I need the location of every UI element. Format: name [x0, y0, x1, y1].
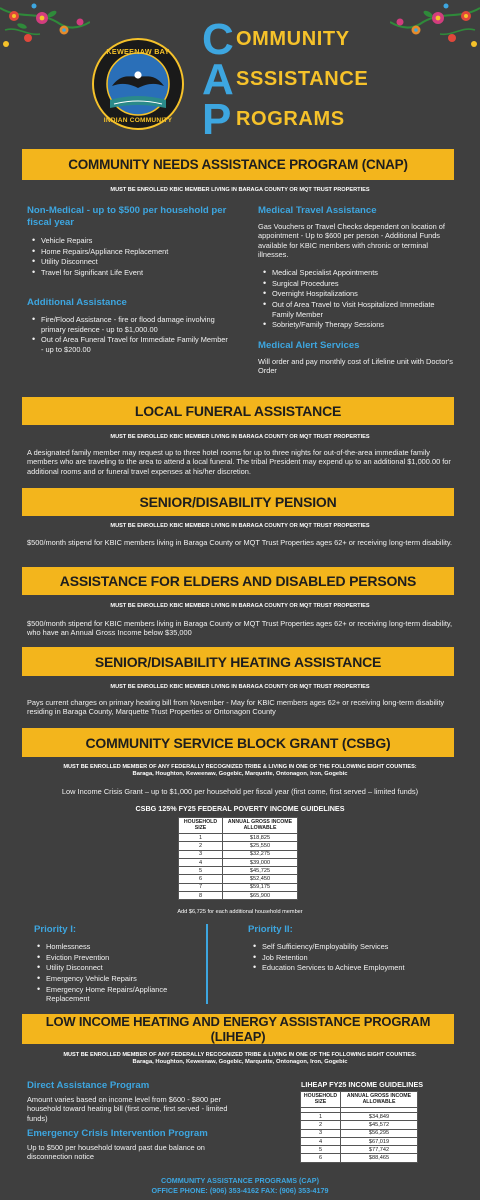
heating-text: Pays current charges on primary heating bill from November - May for KBIC members ages 62+ or receiving long-term disability residing in Baraga County, Marquette Trust Properties or Ontonagon County: [27, 698, 445, 717]
cnap-additional-heading: Additional Assistance: [27, 297, 127, 308]
header: [0, 0, 480, 142]
acronym-letter-p: P: [202, 95, 232, 144]
table-row: [301, 1129, 418, 1137]
liheap-banner: LOW INCOME HEATING AND ENERGY ASSISTANCE PROGRAM (LIHEAP): [22, 1014, 454, 1044]
table-cell: 1: [301, 1113, 341, 1121]
liheap-table-title: LIHEAP FY25 INCOME GUIDELINES: [300, 1080, 424, 1089]
cnap-medical-alert-text: Will order and pay monthly cost of Lifeline unit with Doctor's Order: [258, 357, 453, 376]
list-item: • Sobriety/Family Therapy Sessions: [262, 320, 458, 330]
table-cell: 5: [301, 1146, 341, 1154]
csbg-priority1-list: [36, 942, 206, 1005]
table-cell: 3: [301, 1129, 341, 1137]
list-item: • Education Services to Achieve Employment: [252, 963, 462, 973]
table-row: [301, 1113, 418, 1121]
cnap-medical-alert-heading: Medical Alert Services: [258, 340, 360, 351]
table-cell: 4: [179, 858, 223, 866]
table-cell: $59,175: [223, 883, 298, 891]
csbg-grant-text: Low Income Crisis Grant – up to $1,000 per household per fiscal year (first come, first served – limited funds): [61, 787, 419, 796]
table-cell: $18,825: [223, 834, 298, 842]
liheap-direct-heading: Direct Assistance Program: [27, 1080, 150, 1091]
logo-bottom-text: INDIAN COMMUNITY: [103, 117, 173, 124]
elders-text: $500/month stipend for KBIC members living in Baraga County or MQT Trust Properties ages 62+ or receiving long-term disability, who have an Annual Gross Income below $35,000: [27, 619, 453, 638]
cnap-medical-travel-list: [262, 268, 458, 331]
list-item: • Emergency Home Repairs/Appliance Replacement: [36, 985, 206, 1004]
floral-decoration-right-icon: [390, 0, 480, 60]
csbg-counties: Baraga, Houghton, Keweenaw, Gogebic, Marquette, Ontonagon, Iron, Gogebic: [132, 771, 348, 777]
list-item: • Travel for Significant Life Event: [31, 268, 231, 278]
liheap-direct-text: Amount varies based on income level from $600 - $800 per household toward heating bill (first come, first served - limited funds): [27, 1095, 228, 1123]
table-cell: $88,465: [341, 1154, 418, 1162]
table-row: [301, 1137, 418, 1145]
logo-top-text: KEWEENAW BAY: [106, 47, 170, 56]
cnap-medical-travel-text: Gas Vouchers or Travel Checks dependent on location of appointment - Up to $600 per person - Additional Funds available for KBIC members with chronic or terminal illnesses.: [258, 222, 445, 260]
cnap-additional-list: [31, 315, 231, 356]
table-cell: $39,000: [223, 858, 298, 866]
list-item: • Vehicle Repairs: [31, 236, 231, 246]
table-row: [179, 842, 298, 850]
cnap-nonmedical-heading: Non-Medical - up to $500 per household per fiscal year: [27, 205, 227, 228]
liheap-income-table: [300, 1091, 418, 1163]
title-line-assistance: SSSISTANCE: [236, 68, 369, 90]
table-row: [301, 1146, 418, 1154]
acronym-letter-c: C: [202, 15, 234, 64]
table-row: [179, 867, 298, 875]
table-cell: 8: [179, 892, 223, 900]
title-line-community: OMMUNITY: [236, 28, 350, 50]
table-cell: $77,742: [341, 1146, 418, 1154]
elders-requirement: MUST BE ENROLLED KBIC MEMBER LIVING IN BARAGA COUNTY OR MQT TRUST PROPERTIES: [110, 603, 370, 609]
kbic-logo: [92, 38, 184, 130]
table-row: [301, 1154, 418, 1162]
list-item: • Fire/Flood Assistance - fire or flood damage involving primary residence - up to $1,000.00: [31, 315, 231, 334]
table-header: ANNUAL GROSS INCOME ALLOWABLE: [223, 818, 298, 834]
cnap-nonmedical-list: [31, 236, 231, 279]
table-cell: $56,295: [341, 1129, 418, 1137]
floral-decoration-left-icon: [0, 0, 90, 60]
csbg-priority1-heading: Priority I:: [34, 924, 77, 935]
footer-line-2: OFFICE PHONE: (906) 353-4162 FAX: (906) 353-4179: [151, 1186, 329, 1195]
pension-banner: SENIOR/DISABILITY PENSION: [22, 488, 454, 516]
csbg-priority2-heading: Priority II:: [248, 924, 293, 935]
table-cell: 5: [179, 867, 223, 875]
table-row: [179, 875, 298, 883]
funeral-text: A designated family member may request up to three hotel rooms for up to three nights for out-of-the-area immediate family members who are traveling to the area to attend a local funeral. The tribal President may expend up to an additional $1,000.00 for additional rooms and or funeral travel expenses at his/her discretion.: [27, 448, 451, 476]
list-item: • Homlessness: [36, 942, 206, 952]
title-line-programs: ROGRAMS: [236, 108, 345, 130]
table-cell: 3: [179, 850, 223, 858]
list-item: • Out of Area Funeral Travel for Immediate Family Member - up to $200.00: [31, 335, 231, 354]
table-row: [179, 858, 298, 866]
cnap-medical-travel-heading: Medical Travel Assistance: [258, 205, 377, 216]
list-item: • Utility Disconnect: [36, 963, 206, 973]
list-item: • Overnight Hospitalizations: [262, 289, 458, 299]
cnap-banner: COMMUNITY NEEDS ASSISTANCE PROGRAM (CNAP): [22, 149, 454, 180]
table-row: [179, 883, 298, 891]
table-cell: $65,900: [223, 892, 298, 900]
liheap-counties: Baraga, Houghton, Keweenaw, Gogebic, Marquette, Ontonagon, Iron, Gogebic: [132, 1059, 348, 1065]
table-cell: $25,550: [223, 842, 298, 850]
table-cell: $52,450: [223, 875, 298, 883]
table-row: [179, 834, 298, 842]
table-cell: $45,725: [223, 867, 298, 875]
elders-banner: ASSISTANCE FOR ELDERS AND DISABLED PERSONS: [22, 567, 454, 595]
footer-line-1: COMMUNITY ASSISTANCE PROGRAMS (CAP): [161, 1176, 319, 1185]
table-cell: 6: [301, 1154, 341, 1162]
pension-requirement: MUST BE ENROLLED KBIC MEMBER LIVING IN BARAGA COUNTY OR MQT TRUST PROPERTIES: [110, 523, 370, 529]
list-item: • Surgical Procedures: [262, 279, 458, 289]
table-row: [301, 1121, 418, 1129]
table-cell: 1: [179, 834, 223, 842]
list-item: • Eviction Prevention: [36, 953, 206, 963]
heating-requirement: MUST BE ENROLLED KBIC MEMBER LIVING IN BARAGA COUNTY OR MQT TRUST PROPERTIES: [110, 684, 370, 690]
csbg-table-note: Add $6,725 for each additional household member: [177, 909, 303, 915]
table-row: [179, 892, 298, 900]
table-cell: 4: [301, 1137, 341, 1145]
funeral-requirement: MUST BE ENROLLED KBIC MEMBER LIVING IN BARAGA COUNTY OR MQT TRUST PROPERTIES: [110, 434, 370, 440]
list-item: • Utility Disconnect: [31, 257, 231, 267]
table-cell: $32,275: [223, 850, 298, 858]
list-item: • Out of Area Travel to Visit Hospitalized Immediate Family Member: [262, 300, 458, 319]
csbg-banner: COMMUNITY SERVICE BLOCK GRANT (CSBG): [22, 728, 454, 757]
table-cell: 2: [179, 842, 223, 850]
list-item: • Emergency Vehicle Repairs: [36, 974, 206, 984]
list-item: • Medical Specialist Appointments: [262, 268, 458, 278]
list-item: • Self Sufficiency/Employability Services: [252, 942, 462, 952]
csbg-requirement: MUST BE ENROLLED MEMBER OF ANY FEDERALLY RECOGNIZED TRIBE & LIVING IN ONE OF THE FOLLOWING EIGHT COUNTIES:: [63, 764, 417, 770]
list-item: • Home Repairs/Appliance Replacement: [31, 247, 231, 257]
cnap-requirement: MUST BE ENROLLED KBIC MEMBER LIVING IN BARAGA COUNTY OR MQT TRUST PROPERTIES: [110, 187, 370, 193]
table-cell: 2: [301, 1121, 341, 1129]
list-item: • Job Retention: [252, 953, 462, 963]
table-cell: 6: [179, 875, 223, 883]
csbg-table-title: CSBG 125% FY25 FEDERAL POVERTY INCOME GUIDELINES: [135, 804, 345, 813]
table-row: [179, 850, 298, 858]
table-header: ANNUAL GROSS INCOME ALLOWABLE: [341, 1092, 418, 1108]
acronym-letter-a: A: [202, 55, 234, 104]
csbg-income-table: [178, 817, 298, 900]
heating-banner: SENIOR/DISABILITY HEATING ASSISTANCE: [22, 647, 454, 676]
table-cell: 7: [179, 883, 223, 891]
table-header: HOUSEHOLD SIZE: [301, 1092, 341, 1108]
pension-text: $500/month stipend for KBIC members living in Baraga County or MQT Trust Properties ages 62+ or receiving long-term disability.: [27, 538, 453, 547]
liheap-requirement: MUST BE ENROLLED MEMBER OF ANY FEDERALLY RECOGNIZED TRIBE & LIVING IN ONE OF THE FOLLOWING EIGHT COUNTIES:: [63, 1052, 417, 1058]
table-cell: $34,849: [341, 1113, 418, 1121]
csbg-priority-divider: [206, 924, 208, 1004]
liheap-crisis-heading: Emergency Crisis Intervention Program: [27, 1128, 208, 1139]
table-header: HOUSEHOLD SIZE: [179, 818, 223, 834]
csbg-priority2-list: [252, 942, 462, 974]
liheap-crisis-text: Up to $500 per household toward past due balance on disconnection notice: [27, 1143, 205, 1162]
table-cell: $45,572: [341, 1121, 418, 1129]
table-cell: $67,019: [341, 1137, 418, 1145]
funeral-banner: LOCAL FUNERAL ASSISTANCE: [22, 397, 454, 425]
